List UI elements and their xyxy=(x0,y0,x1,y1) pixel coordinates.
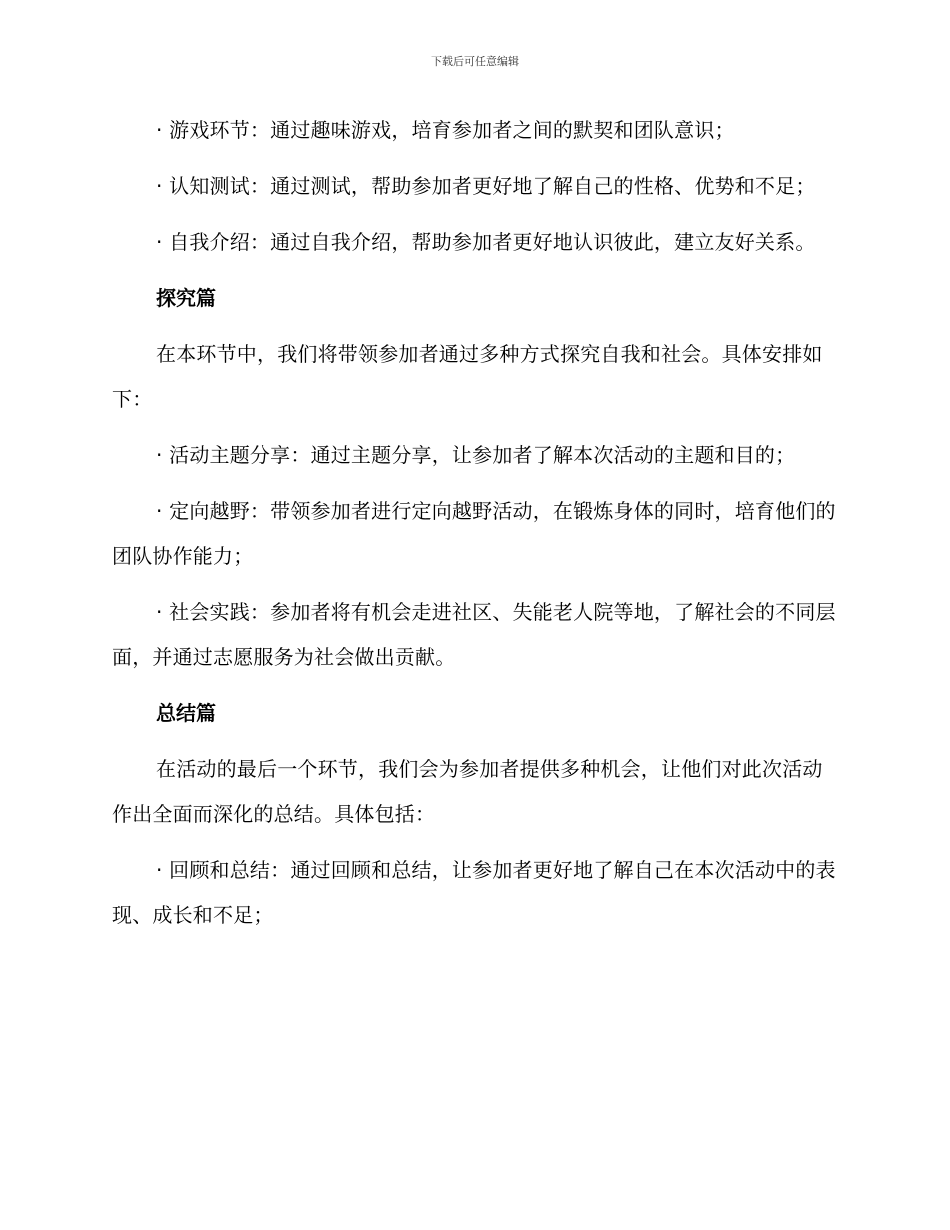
bullet-games: · 游戏环节：通过趣味游戏，培育参加者之间的默契和团队意识； xyxy=(156,118,735,142)
paragraph-summary-intro: 在活动的最后一个环节，我们会为参加者提供多种机会，让他们对此次活动作出全面而深化的总结。具体包括： xyxy=(112,757,823,826)
page-header: 下载后可任意编辑 xyxy=(431,55,519,68)
bullet-review: · 回顾和总结：通过回顾和总结，让参加者更好地了解自己在本次活动中的表现、成长和不足； xyxy=(112,858,836,927)
section-heading-summary: 总结篇 xyxy=(156,701,216,725)
bullet-cognitive-test: · 认知测试：通过测试，帮助参加者更好地了解自己的性格、优势和不足； xyxy=(156,174,816,198)
bullet-orienteering: · 定向越野：带领参加者进行定向越野活动，在锻炼身体的同时，培育他们的团队协作能力； xyxy=(112,499,836,568)
bullet-self-intro: · 自我介绍：通过自我介绍，帮助参加者更好地认识彼此，建立友好关系。 xyxy=(156,230,816,254)
bullet-theme-sharing: · 活动主题分享：通过主题分享，让参加者了解本次活动的主题和目的； xyxy=(156,443,796,467)
section-heading-explore: 探究篇 xyxy=(156,286,216,310)
paragraph-explore-intro: 在本环节中，我们将带领参加者通过多种方式探究自我和社会。具体安排如下： xyxy=(112,342,823,411)
document-body xyxy=(112,108,836,938)
bullet-social-practice: · 社会实践：参加者将有机会走进社区、失能老人院等地，了解社会的不同层面，并通过志愿服务为社会做出贡献。 xyxy=(112,600,836,669)
